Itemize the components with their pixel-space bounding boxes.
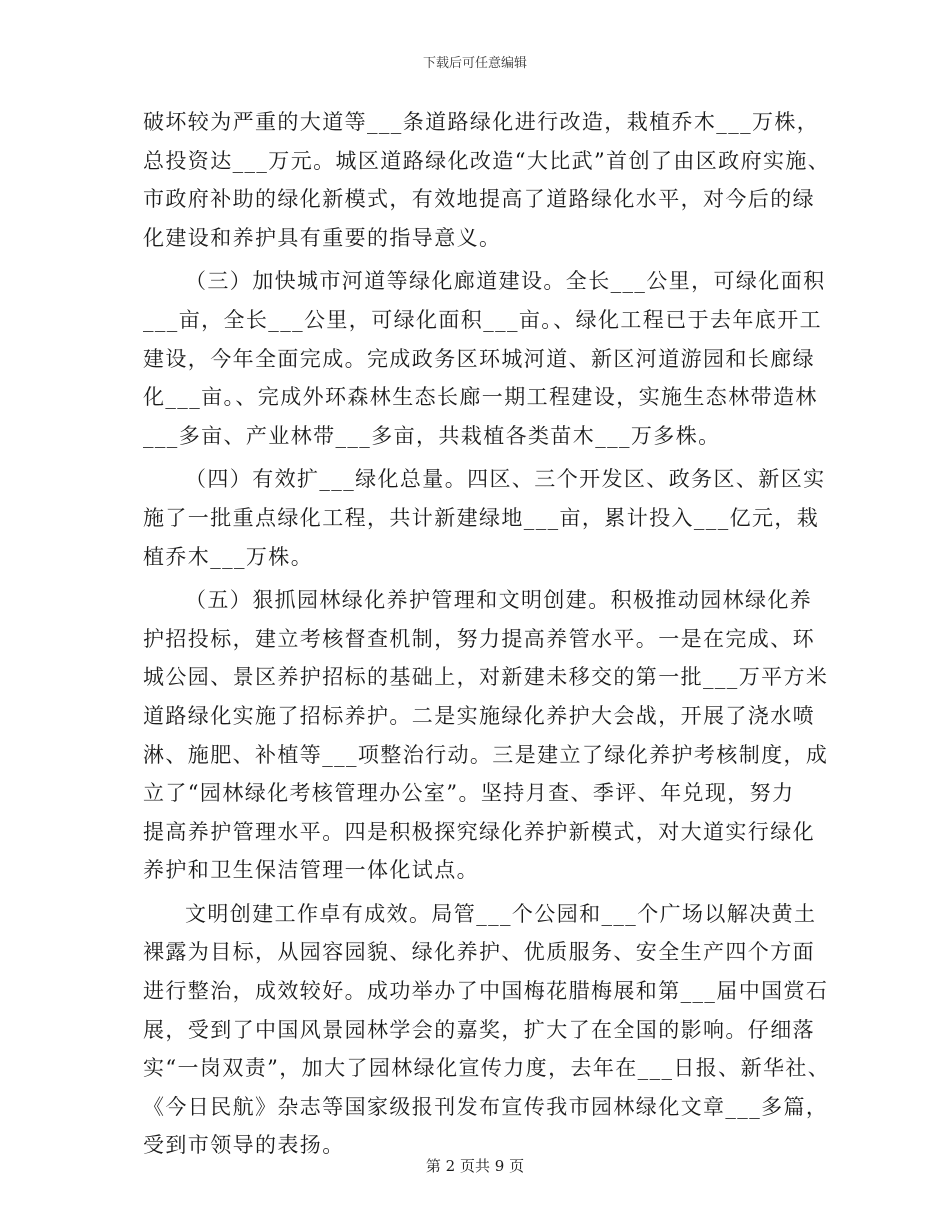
text-line: 施了一批重点绿化工程，共计新建绿地___亩，累计投入___亿元，栽 <box>143 505 820 530</box>
text-line: 化___亩。、完成外环森林生态长廊一期工程建设，实施生态林带造林 <box>143 385 818 410</box>
text-line: 养护和卫生保洁管理一体化试点。 <box>143 858 479 883</box>
text-line: ___亩，全长___公里，可绿化面积___亩。、绿化工程已于去年底开工 <box>143 307 822 332</box>
text-line: （三）加快城市河道等绿化廊道建设。全长___公里，可绿化面积 <box>185 269 826 294</box>
paragraph-section-4 <box>143 460 826 576</box>
text-line: 建设，今年全面完成。完成政务区环城河道、新区河道游园和长廊绿 <box>143 346 815 371</box>
text-line: 淋、施肥、补植等___项整治行动。三是建立了绿化养护考核制度，成 <box>143 742 829 767</box>
text-line: （五）狠抓园林绿化养护管理和文明创建。积极推动园林绿化养 <box>185 588 813 613</box>
text-line: 护招投标，建立考核督查机制，努力提高养管水平。一是在完成、环 <box>143 626 815 651</box>
text-line: 植乔木___万株。 <box>143 544 314 569</box>
text-line: 市政府补助的绿化新模式，有效地提高了道路绿化水平，对今后的绿 <box>143 187 815 212</box>
document-body <box>143 103 831 1165</box>
paragraph-civilization <box>143 895 831 1165</box>
text-line: 实“一岗双责”，加大了园林绿化宣传力度，去年在___日报、新华社、 <box>143 1056 831 1081</box>
paragraph-section-5 <box>143 581 829 890</box>
paragraph-road-greening <box>143 103 831 257</box>
text-line: 文明创建工作卓有成效。局管___个公园和___个广场以解决黄土 <box>185 901 817 926</box>
page-header: 下载后可任意编辑 <box>422 56 527 71</box>
text-line: 化建设和养护具有重要的指导意义。 <box>143 225 502 250</box>
text-line: 道路绿化实施了招标养护。二是实施绿化养护大会战，开展了浇水喷 <box>143 703 815 728</box>
text-line: 受到市领导的表扬。 <box>143 1133 345 1158</box>
page-number: 第 2 页共 9 页 <box>425 1157 525 1175</box>
text-line: （四）有效扩___绿化总量。四区、三个开发区、政务区、新区实 <box>185 467 826 492</box>
text-line: 立了“园林绿化考核管理办公室”。坚持月查、季评、年兑现，努力 <box>143 781 795 806</box>
text-line: 总投资达___万元。城区道路绿化改造“大比武”首创了由区政府实施、 <box>143 148 831 173</box>
text-line: 破坏较为严重的大道等___条道路绿化进行改造，栽植乔木___万株， <box>143 110 820 134</box>
text-line: 提高养护管理水平。四是积极探究绿化养护新模式，对大道实行绿化 <box>143 819 815 844</box>
text-line: 进行整治，成效较好。成功举办了中国梅花腊梅展和第___届中国赏石 <box>143 979 829 1004</box>
text-line: 展，受到了中国风景园林学会的嘉奖，扩大了在全国的影响。仔细落 <box>143 1017 815 1042</box>
text-line: 《今日民航》杂志等国家级报刊发布宣传我市园林绿化文章___多篇， <box>143 1094 829 1119</box>
text-line: 裸露为目标，从园容园貌、绿化养护、优质服务、安全生产四个方面 <box>143 940 815 965</box>
text-line: ___多亩、产业林带___多亩，共栽植各类苗木___万多株。 <box>143 423 721 448</box>
paragraph-section-3 <box>143 262 826 455</box>
text-line: 城公园、景区养护招标的基础上，对新建未移交的第一批___万平方米 <box>143 665 829 690</box>
